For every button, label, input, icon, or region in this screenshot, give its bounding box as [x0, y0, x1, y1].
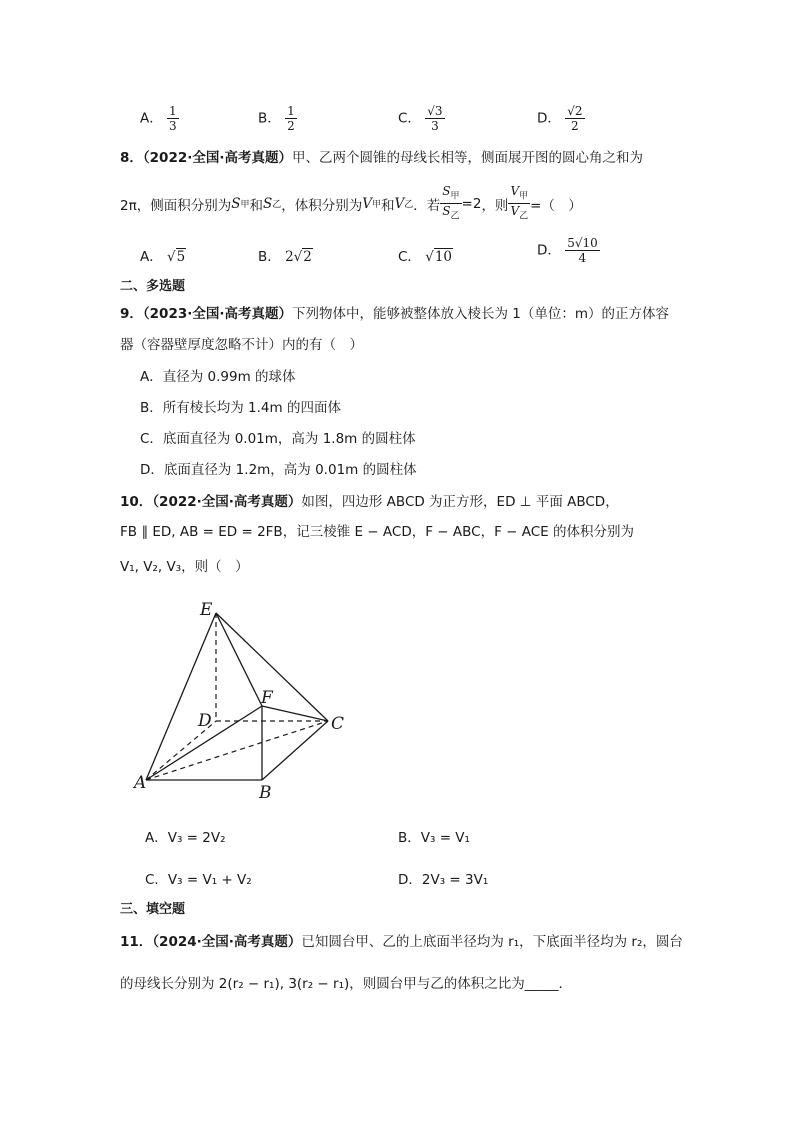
q10-option-a[interactable]: A．V₃ = 2V₂: [145, 830, 226, 846]
vertex-label-f: F: [261, 688, 273, 708]
fraction-s: [440, 184, 461, 224]
q9-option-d[interactable]: D．底面直径为 1.2m，高为 0.01m 的圆柱体: [140, 462, 417, 478]
q10-option-d[interactable]: D．2V₃ = 3V₁: [398, 872, 489, 888]
q9-option-a[interactable]: A．直径为 0.99m 的球体: [140, 369, 296, 385]
q10-line1: [120, 490, 619, 510]
text-segment: =（ ）: [530, 197, 582, 214]
denominator: 3: [431, 119, 439, 133]
math-symbol: S: [231, 195, 241, 212]
edge-ef: [216, 613, 262, 706]
q10-option-b[interactable]: B．V₃ = V₁: [398, 830, 470, 846]
numerator: 2: [574, 104, 583, 118]
text-segment: ，则: [481, 197, 509, 214]
option-label: A．: [140, 249, 163, 265]
sqrt-icon: √: [567, 104, 575, 118]
text-segment: 2π，侧面积分别为: [120, 197, 232, 214]
sqrt-icon: √: [167, 249, 176, 265]
question-text: 下列物体中，能够被整体放入棱长为 1（单位：m）的正方体容: [292, 306, 670, 322]
q8-option-b[interactable]: [258, 245, 313, 265]
q7-option-b[interactable]: [258, 104, 297, 133]
option-label: B．: [258, 110, 281, 127]
subscript: 甲: [519, 191, 529, 202]
sqrt-icon: √: [427, 104, 435, 118]
radicand: 5: [176, 249, 186, 265]
subscript: 甲: [372, 200, 382, 211]
question-number: 11．: [120, 934, 153, 950]
q7-option-c[interactable]: [398, 104, 445, 133]
q8-line2: [120, 184, 582, 224]
sqrt-icon: √: [293, 249, 303, 265]
option-label: C．: [398, 249, 421, 265]
vertex-label-d: D: [198, 711, 212, 731]
vertex-label-b: B: [259, 783, 272, 803]
option-label: B．: [258, 249, 281, 265]
subscript: 乙: [404, 200, 414, 211]
q8-line1: [120, 146, 643, 166]
q10-line3: V₁, V₂, V₃，则（ ）: [120, 559, 249, 575]
question-number: 10．: [120, 494, 153, 510]
subscript: 乙: [519, 211, 529, 222]
q8-option-c[interactable]: [398, 245, 453, 265]
radicand: 10: [434, 249, 453, 265]
math-symbol: S: [442, 184, 451, 198]
vertex-label-a: A: [134, 773, 147, 793]
q8-option-a[interactable]: [140, 245, 186, 265]
numerator: 3: [434, 104, 443, 118]
question-source: （2022·全国·高考真题）: [152, 494, 302, 510]
fraction-v: [508, 184, 530, 224]
math-symbol: S: [262, 195, 273, 212]
q10-line2: FB ∥ ED, AB = ED = 2FB，记三棱锥 E − ACD，F − ABC，F − ACE 的体积分别为: [120, 524, 634, 540]
text-segment: 和: [249, 197, 263, 214]
radicand: 2: [303, 249, 312, 265]
subscript: 甲: [240, 200, 250, 211]
q7-option-d[interactable]: [537, 104, 585, 133]
denominator: 3: [169, 119, 177, 133]
math-symbol: V: [362, 195, 372, 212]
coefficient: 5: [567, 236, 575, 250]
math-symbol: V: [510, 184, 520, 198]
vertex-label-e: E: [200, 600, 213, 620]
section-heading-fill-in: 三、填空题: [120, 902, 186, 917]
q9-option-b[interactable]: B．所有棱长均为 1.4m 的四面体: [140, 400, 341, 416]
denominator: 2: [571, 119, 579, 133]
sqrt-icon: √: [425, 249, 434, 265]
question-text: 如图，四边形 ABCD 为正方形，ED ⊥ 平面 ABCD，: [301, 494, 619, 510]
edge-fc: [262, 706, 328, 721]
vertex-label-c: C: [331, 714, 345, 734]
option-label: D．: [537, 110, 561, 127]
denominator: 4: [578, 251, 587, 265]
edge-ac-hidden: [146, 721, 328, 780]
numerator: 1: [287, 104, 295, 118]
option-label: D．: [537, 242, 561, 259]
question-source: （2022·全国·高考真题）: [142, 150, 292, 166]
q10-option-c[interactable]: C．V₃ = V₁ + V₂: [145, 872, 252, 888]
text-segment: 和: [381, 197, 395, 214]
math-symbol: V: [510, 204, 520, 219]
coefficient: 2: [285, 249, 294, 265]
section-heading-multi-choice: 二、多选题: [120, 279, 186, 294]
option-label: C．: [398, 110, 421, 127]
question-number: 8．: [120, 150, 143, 166]
subscript: 乙: [272, 200, 282, 211]
question-number: 9．: [120, 306, 143, 322]
text-segment: ，体积分别为: [281, 197, 363, 214]
q11-line1: [120, 930, 683, 950]
q9-option-c[interactable]: C．底面直径为 0.01m，高为 1.8m 的圆柱体: [140, 431, 416, 447]
text-segment: ．若: [413, 197, 441, 214]
text-segment: =2: [461, 195, 482, 212]
subscript: 乙: [450, 211, 460, 222]
q11-line2: 的母线长分别为 2(r₂ − r₁), 3(r₂ − r₁)，则圆台甲与乙的体积之比为_____．: [120, 976, 573, 992]
option-label: A．: [140, 110, 163, 127]
numerator: 1: [169, 104, 177, 118]
sqrt-icon: √: [574, 236, 583, 250]
question-text: 甲、乙两个圆锥的母线长相等，侧面展开图的圆心角之和为: [292, 150, 643, 166]
math-symbol: S: [442, 204, 451, 219]
question-source: （2024·全国·高考真题）: [152, 934, 302, 950]
denominator: 2: [287, 119, 295, 133]
math-symbol: V: [394, 195, 405, 212]
pyramid-figure: [120, 590, 360, 805]
subscript: 甲: [450, 191, 460, 202]
q8-option-d[interactable]: [537, 236, 600, 265]
radicand: 10: [582, 236, 598, 250]
question-text: 已知圆台甲、乙的上底面半径均为 r₁，下底面半径均为 r₂，圆台: [301, 934, 683, 950]
q7-option-a[interactable]: [140, 104, 179, 133]
edge-ea: [146, 613, 216, 780]
q9-line2: 器（容器壁厚度忽略不计）内的有（ ）: [120, 337, 363, 353]
edge-bc: [262, 721, 328, 780]
question-source: （2023·全国·高考真题）: [142, 306, 292, 322]
q9-line1: [120, 302, 669, 322]
